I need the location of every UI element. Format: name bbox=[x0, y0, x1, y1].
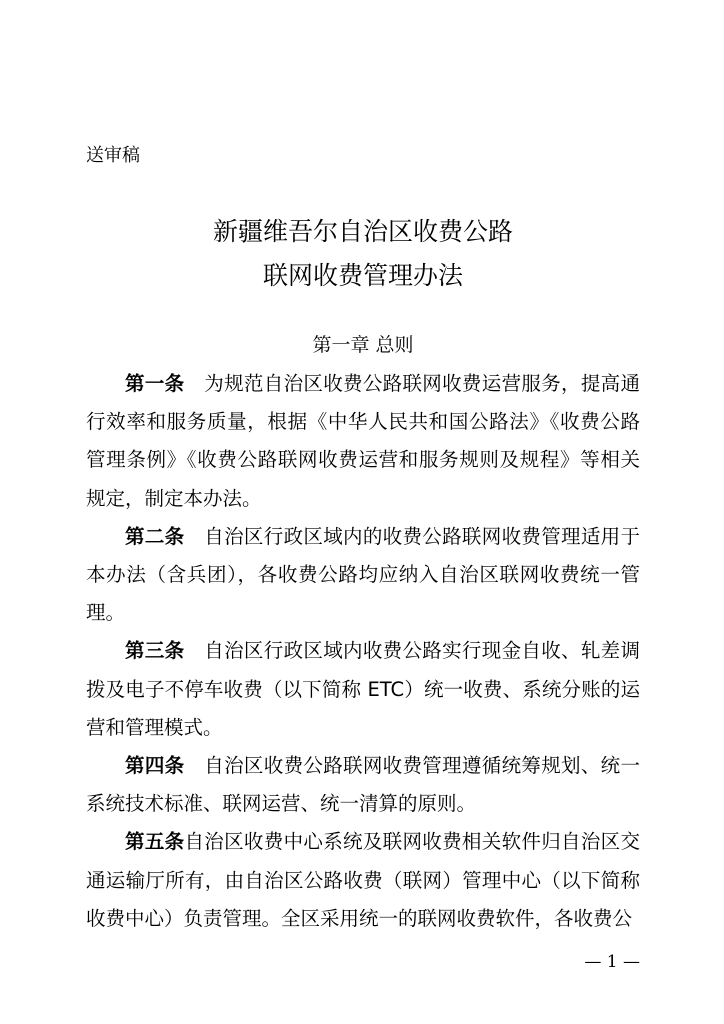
document-title bbox=[86, 210, 640, 298]
article-text: 自治区收费中心系统及联网收费相关软件归自治区交通运输厅所有，由自治区公路收费（联网）管理中心（以下简称收费中心）负责管理。全区采用统一的联网收费软件，各收费公 bbox=[86, 830, 640, 930]
article-text: 自治区收费公路联网收费管理遵循统筹规划、统一系统技术标准、联网运营、统一清算的原则。 bbox=[86, 754, 640, 816]
article-4 bbox=[86, 747, 640, 823]
article-number: 第四条 bbox=[125, 754, 185, 778]
chapter-heading: 第一章 总则 bbox=[312, 334, 414, 356]
article-text: 自治区行政区域内的收费公路联网收费管理适用于本办法（含兵团），各收费公路均应纳入自治区联网收费统一管理。 bbox=[86, 524, 640, 625]
article-1 bbox=[86, 365, 640, 518]
title-line-1: 新疆维吾尔自治区收费公路 bbox=[212, 217, 513, 246]
article-number: 第一条 bbox=[125, 372, 185, 395]
article-text: 自治区行政区域内收费公路实行现金自收、轧差调拨及电子不停车收费（以下简称 ETC）统一收费、系统分账的运营和管理模式。 bbox=[86, 639, 640, 739]
article-2 bbox=[86, 518, 640, 633]
document-body bbox=[86, 365, 640, 938]
title-line-2: 联网收费管理办法 bbox=[262, 261, 463, 290]
page-number: — 1 — bbox=[584, 952, 640, 972]
article-number: 第二条 bbox=[125, 524, 185, 548]
article-3 bbox=[86, 632, 640, 747]
article-number: 第五条 bbox=[125, 830, 185, 854]
article-5 bbox=[86, 823, 640, 938]
article-text: 为规范自治区收费公路联网收费运营服务，提高通行效率和服务质量，根据《中华人民共和国公路法》《收费公路管理条例》《收费公路联网收费运营和服务规则及规程》等相关规定，制定本办法。 bbox=[86, 372, 640, 510]
draft-label: 送审稿 bbox=[86, 145, 140, 166]
article-number: 第三条 bbox=[125, 639, 185, 663]
